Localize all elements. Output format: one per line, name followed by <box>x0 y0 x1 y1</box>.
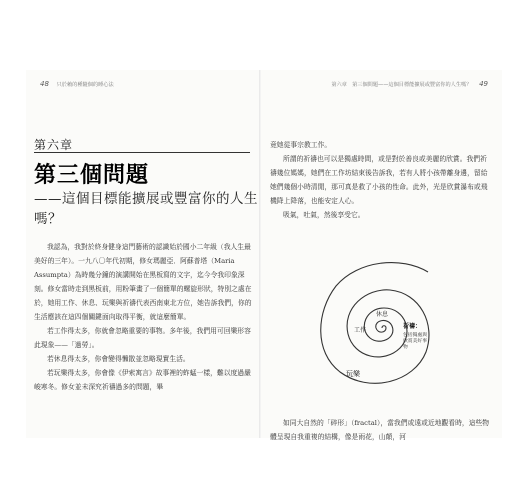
right-paragraph-3: 吸氣，吐氣，然後享受它。 <box>283 211 365 219</box>
chapter-title: 第三個問題 <box>34 163 150 188</box>
spiral-label-rest: 休息 <box>375 311 389 318</box>
left-running-head <box>34 80 114 88</box>
right-body-text-bottom <box>270 416 492 444</box>
balance-spiral-diagram <box>302 248 462 408</box>
right-paragraph-4: 如同大自然的「碎形」（fractal），當我們或遠或近地觀看時，這些物體呈現自我重複的結構，像是雨花，山顛，河 <box>270 419 490 441</box>
right-running-head <box>331 80 494 88</box>
left-paragraph-4: 若玩樂得太多，你會像《伊索寓言》故事裡的蚱蜢一樣，難以度過嚴峻寒冬。修女並未深究祈禱過多的問題，畢 <box>34 369 251 391</box>
right-page-number: 49 <box>479 80 488 88</box>
right-page <box>262 70 502 441</box>
left-page <box>26 70 266 438</box>
spiral-label-play: 玩樂 <box>346 370 360 378</box>
left-paragraph-1: 我認為，我對於終身健身這門藝術的認識始於國小二年級（我人生最美好的三年）。一九八〇年代初期，修女瑪麗亞．阿蘇普塔（Maria Assumpta）為時幾分鐘的演講開始在黑板寫的文字，迄今令我印象深刻。修女當時走到黑板前，用粉筆畫了一個簡單的螺旋形狀，特別之處在於，她用工作、休息、玩樂與祈禱代表西南東北方位，她告訴我們，你的生活應該在這四個關鍵面向取得平衡，就這麼簡單。 <box>34 243 252 321</box>
left-running-head-text: 只於賴的種隨個的睡心法 <box>56 82 114 88</box>
left-paragraph-2: 若工作得太多，你就會忽略重要的事物。多年後，我們用可回樂形容此現象——「過勞」。 <box>34 327 251 349</box>
left-body-text <box>34 240 256 394</box>
right-paragraph-1: 竟她從事宗教工作。 <box>270 141 332 149</box>
spiral-prayer-note-1: 包括獨處與 <box>403 333 427 338</box>
spiral-svg <box>302 248 462 408</box>
chapter-subtitle: ——這個目標能擴展或豐富你的人生嗎？ <box>34 191 258 227</box>
right-running-head-text: 第六章 第三個問題——這個目標能擴展或豐富你的人生嗎？ <box>331 82 472 88</box>
spiral-label-work: 工作 <box>353 327 367 334</box>
gutter <box>259 70 261 438</box>
right-body-text <box>270 138 492 222</box>
spiral-label-prayer: 祈禱： <box>403 323 422 330</box>
chapter-label: 第六章 <box>34 138 74 152</box>
chapter-rule <box>34 152 250 153</box>
right-paragraph-2: 所謂的祈禱也可以是獨處時間，或是對於善良或美麗的欣賞。我們祈禱幾位媽媽，她們在工作坊結束後告訴我，若有人將小孩帶離身邊，留給她們幾個小時清閒，那可真是救了小孩的性命。此外，光是欣賞瀑布或飛機降上降落，也能安定人心。 <box>270 155 488 205</box>
spiral-prayer-note-2: 欣賞美好事 <box>403 339 427 344</box>
left-page-number: 48 <box>40 80 49 88</box>
left-paragraph-3: 若休息得太多，你會變得懶散並忽略現實生活。 <box>47 355 190 363</box>
spiral-prayer-note-3: 物 <box>403 345 408 350</box>
